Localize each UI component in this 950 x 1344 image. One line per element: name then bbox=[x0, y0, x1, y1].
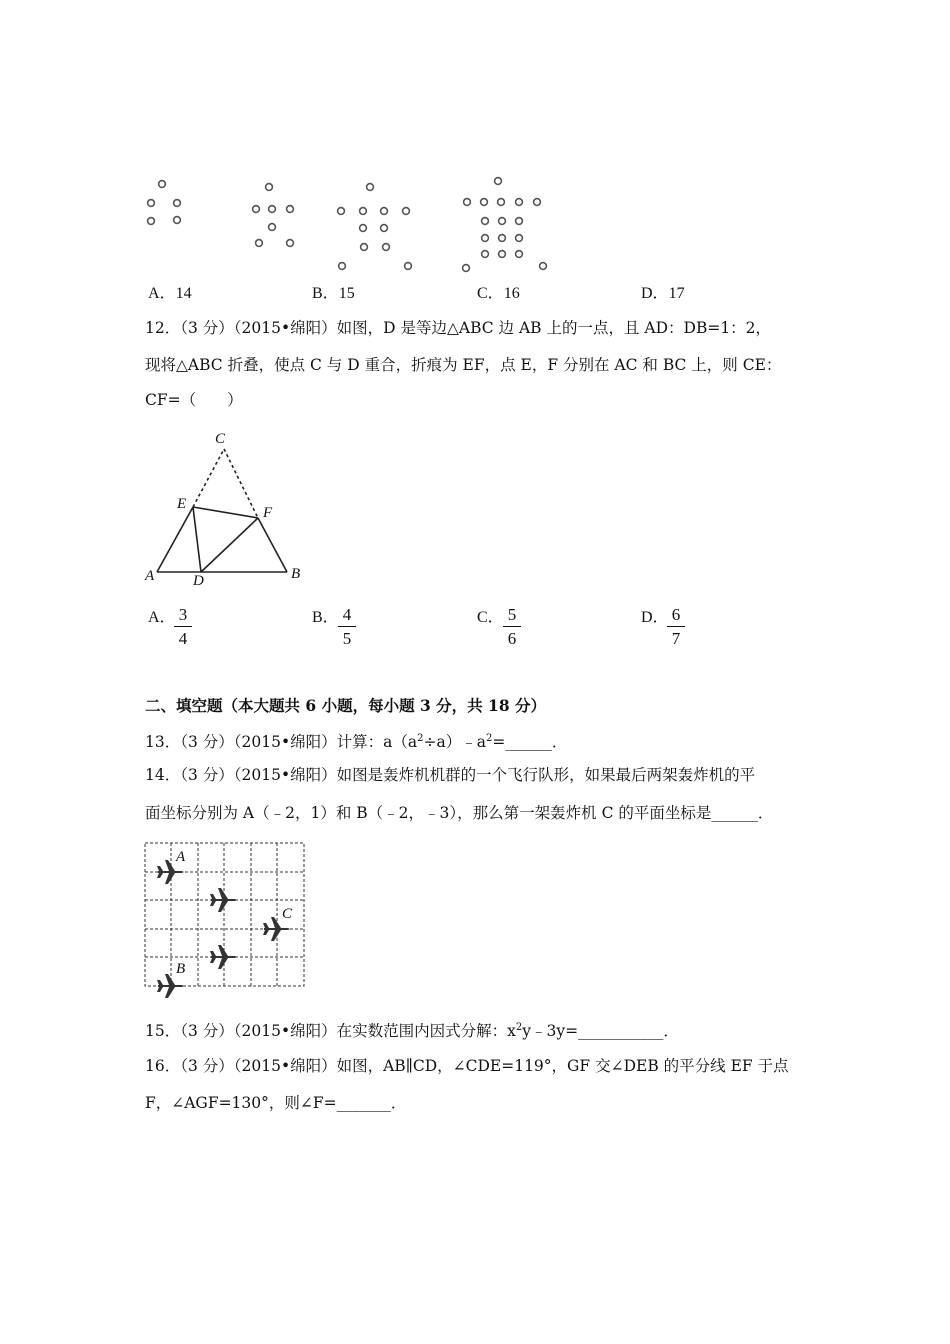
option-value: 15 bbox=[338, 285, 355, 302]
plane-label-a: A bbox=[176, 849, 186, 865]
vertex-label-d: D bbox=[193, 573, 204, 589]
exponent: 2 bbox=[515, 1022, 523, 1033]
exponent: 2 bbox=[417, 733, 424, 744]
numerator: 4 bbox=[342, 605, 352, 624]
q13-prefix: 13．（3 分）（2015•绵阳）计算：a（a bbox=[145, 733, 418, 751]
option-letter: D． bbox=[641, 285, 669, 302]
q12-line-2: 现将△ABC 折叠，使点 C 与 D 重合，折痕为 EF，点 E，F 分别在 AC 和 BC 上，则 CE： bbox=[145, 356, 782, 374]
denominator: 4 bbox=[178, 629, 188, 648]
q13-mid: ÷a）﹣a bbox=[423, 733, 486, 751]
exponent: 2 bbox=[485, 733, 493, 744]
option-letter: B． bbox=[312, 609, 339, 626]
option-letter: B． bbox=[312, 285, 339, 302]
q15-suffix: y﹣3y=___________． bbox=[522, 1022, 679, 1040]
q16-line-2: F，∠AGF=130°，则∠F=_______． bbox=[145, 1094, 407, 1112]
option-letter: A． bbox=[148, 285, 176, 302]
vertex-label-f: F bbox=[263, 505, 273, 521]
q13-suffix: =______． bbox=[492, 733, 568, 751]
numerator: 3 bbox=[178, 605, 188, 624]
denominator: 5 bbox=[342, 629, 352, 648]
q15-prefix: 15．（3 分）（2015•绵阳）在实数范围内因式分解：x bbox=[145, 1022, 516, 1040]
option-letter: A． bbox=[148, 609, 176, 626]
vertex-label-b: B bbox=[291, 566, 301, 582]
q15-line bbox=[145, 1021, 679, 1041]
plane-label-c: C bbox=[282, 906, 293, 922]
q12-line-1: 12．（3 分）（2015•绵阳）如图，D 是等边△ABC 边 AB 上的一点，且 AD：DB=1：2， bbox=[145, 319, 772, 337]
plane-label-b: B bbox=[176, 961, 186, 977]
numerator: 5 bbox=[507, 605, 517, 624]
option-letter: C． bbox=[477, 609, 504, 626]
q14-line-1: 14．（3 分）（2015•绵阳）如图是轰炸机机群的一个飞行队形，如果最后两架轰炸机的平 bbox=[145, 766, 756, 784]
option-value: 17 bbox=[668, 285, 685, 302]
option-value: 14 bbox=[175, 285, 192, 302]
vertex-label-c: C bbox=[215, 431, 226, 447]
vertex-label-e: E bbox=[177, 496, 187, 512]
q14-line-2: 面坐标分别为 A（﹣2，1）和 B（﹣2，﹣3），那么第一架轰炸机 C 的平面坐标是______． bbox=[145, 804, 774, 822]
q12-line-3: CF=（ ） bbox=[145, 391, 243, 409]
denominator: 6 bbox=[507, 629, 517, 648]
denominator: 7 bbox=[671, 629, 681, 648]
vertex-label-a: A bbox=[145, 568, 155, 584]
section-heading: 二、填空题（本大题共 6 小题，每小题 3 分，共 18 分） bbox=[145, 696, 547, 715]
plane-icon bbox=[157, 974, 184, 998]
option-letter: D． bbox=[641, 609, 669, 626]
numerator: 6 bbox=[671, 605, 681, 624]
q16-line-1: 16．（3 分）（2015•绵阳）如图，AB∥CD，∠CDE=119°，GF 交∠DEB 的平分线 EF 于点 bbox=[145, 1057, 789, 1075]
option-letter: C． bbox=[477, 285, 504, 302]
option-value: 16 bbox=[503, 285, 520, 302]
